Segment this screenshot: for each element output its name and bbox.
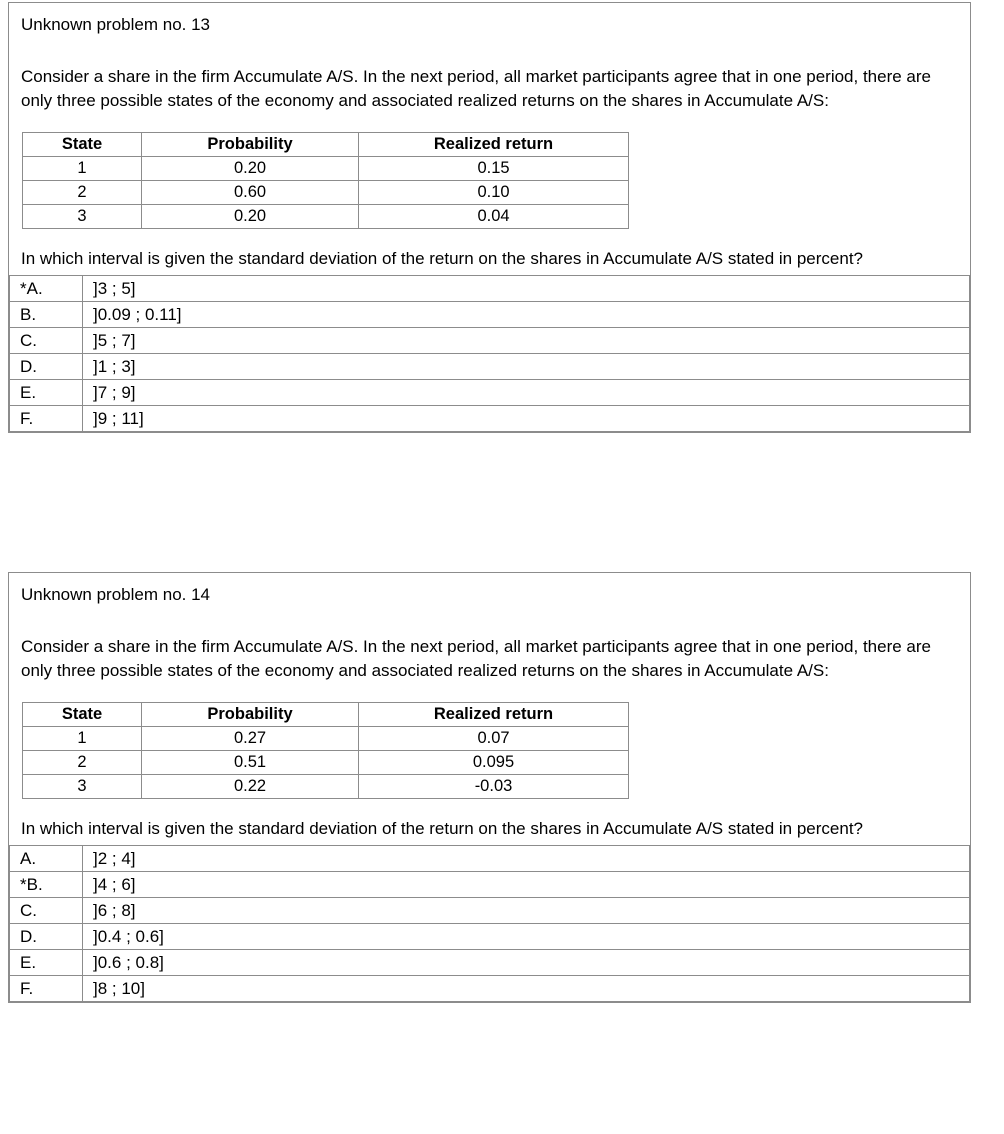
- problem-body-text: Consider a share in the firm Accumulate A/S. In the next period, all market participants agree that in one period, there are only three possible states of the economy and associated realized returns on the shares in Accumulate A/S:: [21, 637, 931, 680]
- option-value[interactable]: ]1 ; 3]: [83, 354, 970, 380]
- cell-probability: 0.20: [142, 157, 359, 181]
- blank-line: [21, 612, 958, 635]
- option-row[interactable]: [10, 898, 970, 924]
- cell-realized-return: -0.03: [359, 775, 629, 799]
- option-letter-label: *B.: [20, 875, 43, 894]
- table-row: [23, 727, 629, 751]
- option-row[interactable]: [10, 872, 970, 898]
- option-letter-label: *A.: [20, 279, 43, 298]
- question-container: [9, 817, 970, 845]
- option-letter: [10, 898, 83, 924]
- column-header-probability: Probability: [142, 133, 359, 157]
- option-row[interactable]: [10, 380, 970, 406]
- cell-probability: 0.51: [142, 751, 359, 775]
- option-letter-label: A.: [20, 849, 37, 868]
- table-row: [23, 205, 629, 229]
- option-letter-label: D.: [20, 927, 37, 946]
- cell-realized-return: 0.095: [359, 751, 629, 775]
- column-header-state: State: [23, 133, 142, 157]
- option-letter-label: B.: [20, 305, 37, 324]
- problem-content: [9, 3, 970, 112]
- states-returns-table: [22, 702, 629, 799]
- table-row: [23, 157, 629, 181]
- problem-title: Unknown problem no. 13: [21, 15, 211, 34]
- problem-block-13: [8, 2, 971, 433]
- option-value[interactable]: ]0.4 ; 0.6]: [83, 924, 970, 950]
- states-returns-table: [22, 132, 629, 229]
- cell-probability: 0.20: [142, 205, 359, 229]
- option-value[interactable]: ]6 ; 8]: [83, 898, 970, 924]
- option-letter: [10, 872, 83, 898]
- problem-title: Unknown problem no. 14: [21, 585, 211, 604]
- option-row[interactable]: [10, 302, 970, 328]
- option-letter: [10, 380, 83, 406]
- option-value[interactable]: ]8 ; 10]: [83, 976, 970, 1002]
- option-letter: [10, 950, 83, 976]
- cell-realized-return: 0.07: [359, 727, 629, 751]
- problem-body-text: Consider a share in the firm Accumulate A/S. In the next period, all market participants agree that in one period, there are only three possible states of the economy and associated realized returns on the shares in Accumulate A/S:: [21, 67, 931, 110]
- option-value[interactable]: ]4 ; 6]: [83, 872, 970, 898]
- option-value[interactable]: ]3 ; 5]: [83, 276, 970, 302]
- cell-state: 1: [23, 727, 142, 751]
- cell-probability: 0.22: [142, 775, 359, 799]
- option-letter: [10, 302, 83, 328]
- option-letter-label: C.: [20, 901, 37, 920]
- option-letter-label: C.: [20, 331, 37, 350]
- option-letter: [10, 924, 83, 950]
- option-letter: [10, 276, 83, 302]
- data-table-container: [9, 112, 970, 247]
- option-letter: [10, 976, 83, 1002]
- column-header-state: State: [23, 703, 142, 727]
- option-letter: [10, 354, 83, 380]
- option-row[interactable]: [10, 354, 970, 380]
- option-value[interactable]: ]2 ; 4]: [83, 846, 970, 872]
- table-header-row: [23, 133, 629, 157]
- column-header-probability: Probability: [142, 703, 359, 727]
- option-letter-label: E.: [20, 383, 37, 402]
- data-table-container: [9, 682, 970, 817]
- cell-state: 3: [23, 775, 142, 799]
- question-text: In which interval is given the standard deviation of the return on the shares in Accumulate A/S stated in percent?: [21, 819, 863, 838]
- cell-state: 2: [23, 181, 142, 205]
- option-letter-label: D.: [20, 357, 37, 376]
- option-value[interactable]: ]7 ; 9]: [83, 380, 970, 406]
- option-value[interactable]: ]0.6 ; 0.8]: [83, 950, 970, 976]
- answer-options-table: [9, 275, 970, 432]
- option-letter-label: E.: [20, 953, 37, 972]
- cell-state: 1: [23, 157, 142, 181]
- cell-state: 2: [23, 751, 142, 775]
- option-row[interactable]: [10, 924, 970, 950]
- answer-options-table: [9, 845, 970, 1002]
- cell-probability: 0.27: [142, 727, 359, 751]
- option-value[interactable]: ]0.09 ; 0.11]: [83, 302, 970, 328]
- option-row[interactable]: [10, 950, 970, 976]
- column-header-realized-return: Realized return: [359, 133, 629, 157]
- option-value[interactable]: ]9 ; 11]: [83, 406, 970, 432]
- option-row[interactable]: [10, 276, 970, 302]
- table-row: [23, 181, 629, 205]
- option-letter: [10, 328, 83, 354]
- option-letter-label: F.: [20, 409, 34, 428]
- option-letter: [10, 406, 83, 432]
- table-header-row: [23, 703, 629, 727]
- question-container: [9, 247, 970, 275]
- column-header-realized-return: Realized return: [359, 703, 629, 727]
- option-row[interactable]: [10, 976, 970, 1002]
- cell-probability: 0.60: [142, 181, 359, 205]
- question-text: In which interval is given the standard deviation of the return on the shares in Accumulate A/S stated in percent?: [21, 249, 863, 268]
- cell-realized-return: 0.15: [359, 157, 629, 181]
- cell-realized-return: 0.10: [359, 181, 629, 205]
- option-row[interactable]: [10, 846, 970, 872]
- option-row[interactable]: [10, 406, 970, 432]
- cell-realized-return: 0.04: [359, 205, 629, 229]
- option-letter-label: F.: [20, 979, 34, 998]
- table-row: [23, 751, 629, 775]
- cell-state: 3: [23, 205, 142, 229]
- problem-content: [9, 573, 970, 682]
- problem-block-14: [8, 572, 971, 1003]
- option-letter: [10, 846, 83, 872]
- option-row[interactable]: [10, 328, 970, 354]
- table-row: [23, 775, 629, 799]
- blank-line: [21, 42, 958, 65]
- option-value[interactable]: ]5 ; 7]: [83, 328, 970, 354]
